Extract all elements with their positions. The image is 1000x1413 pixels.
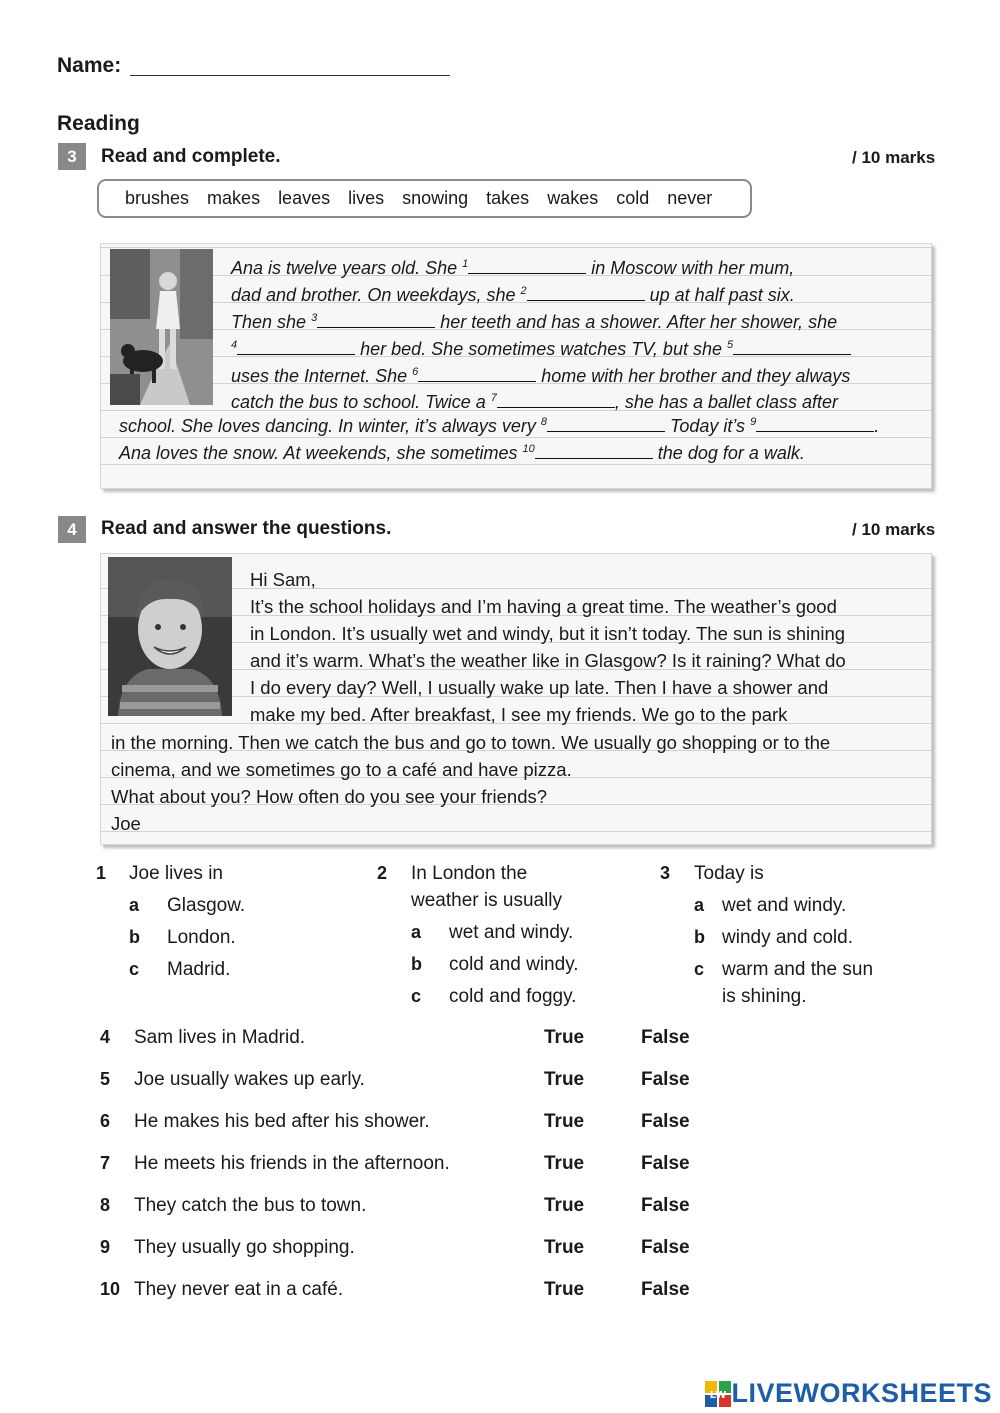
option-letter: c — [129, 959, 140, 979]
answer-blank[interactable] — [317, 313, 435, 328]
liveworksheets-badge-icon — [705, 1381, 731, 1407]
answer-blank[interactable] — [733, 340, 851, 355]
option-text[interactable]: London. — [167, 927, 236, 948]
letter-line: Hi Sam, — [250, 569, 316, 590]
story-line: Ana loves the snow. At weekends, she sometimes $^{10}$ the dog for a walk. — [119, 443, 805, 463]
gap-number: 6 — [412, 366, 419, 378]
true-option[interactable]: True — [544, 1027, 585, 1048]
letter-line: and it’s warm. What’s the weather like in Glasgow? Is it raining? What do — [250, 650, 846, 671]
story-line: dad and brother. On weekdays, she $^2$ up at half past six. — [231, 285, 795, 305]
true-option[interactable]: True — [544, 1279, 585, 1300]
svg-text:LW: LW — [710, 1389, 727, 1401]
story-line: school. She loves dancing. In winter, it’s always very $^8$ Today it’s $^9$ . — [119, 416, 880, 436]
question-number: 7 — [100, 1153, 111, 1173]
question-number: 9 — [100, 1237, 111, 1257]
answer-blank[interactable] — [418, 367, 536, 382]
false-option[interactable]: False — [641, 1237, 690, 1258]
option-text[interactable]: warm and the sun — [722, 959, 874, 980]
word-bank — [97, 179, 752, 218]
section-3-marks: / 10 marks — [852, 148, 936, 167]
false-option[interactable]: False — [641, 1027, 690, 1048]
answer-blank[interactable] — [237, 340, 355, 355]
option-letter: b — [411, 954, 422, 974]
question-number: 3 — [660, 863, 671, 883]
option-text[interactable]: wet and windy. — [449, 922, 574, 943]
section-3-number: 3 — [58, 143, 86, 170]
false-option[interactable]: False — [641, 1279, 690, 1300]
gap-number: 8 — [540, 416, 547, 428]
gap-number: 3 — [311, 312, 318, 324]
word-bank-word: brushes — [125, 188, 190, 208]
gap-number: 1 — [462, 258, 469, 270]
option-text[interactable]: windy and cold. — [722, 927, 853, 948]
gap-number: 4 — [231, 339, 238, 351]
answer-blank[interactable] — [756, 417, 874, 432]
girl-with-dog-illustration — [110, 249, 213, 405]
letter-line: What about you? How often do you see your friends? — [111, 786, 548, 807]
name-input-line[interactable] — [130, 75, 450, 76]
answer-blank[interactable] — [535, 444, 653, 459]
option-text[interactable]: cold and foggy. — [449, 986, 577, 1007]
word-bank-word: lives — [348, 188, 385, 208]
true-option[interactable]: True — [544, 1111, 585, 1132]
question-number: 4 — [100, 1027, 111, 1047]
word-bank-word: leaves — [278, 188, 331, 208]
statement-text: They catch the bus to town. — [134, 1195, 367, 1216]
gap-number: 10 — [522, 443, 535, 455]
true-option[interactable]: True — [544, 1237, 585, 1258]
option-text[interactable]: Madrid. — [167, 959, 231, 980]
story-line: catch the bus to school. Twice a $^7$ , she has a ballet class after — [231, 392, 839, 412]
word-bank-word: snowing — [402, 188, 469, 208]
option-text[interactable]: Glasgow. — [167, 895, 246, 916]
statement-text: They usually go shopping. — [134, 1237, 355, 1258]
letter-signature: Joe — [111, 813, 141, 834]
option-letter: a — [694, 895, 705, 915]
true-option[interactable]: True — [544, 1069, 585, 1090]
false-option[interactable]: False — [641, 1111, 690, 1132]
section-4-number: 4 — [58, 516, 86, 543]
option-text[interactable]: wet and windy. — [722, 895, 847, 916]
answer-blank[interactable] — [547, 417, 665, 432]
option-letter: c — [411, 986, 422, 1006]
question-number: 10 — [100, 1279, 121, 1299]
statement-text: Sam lives in Madrid. — [134, 1027, 306, 1048]
question-text: Today is — [694, 863, 764, 884]
section-4-marks: / 10 marks — [852, 520, 936, 539]
statement-text: They never eat in a café. — [134, 1279, 344, 1300]
option-text[interactable]: is shining. — [722, 986, 807, 1007]
letter-line: It’s the school holidays and I’m having a great time. The weather’s good — [250, 596, 837, 617]
boy-portrait-illustration — [108, 557, 232, 716]
section-heading: Reading — [57, 112, 140, 135]
option-letter: a — [129, 895, 140, 915]
name-label: Name: — [57, 54, 122, 77]
question-text: weather is usually — [411, 890, 563, 911]
word-bank-word: takes — [486, 188, 530, 208]
gap-number: 7 — [490, 392, 497, 404]
letter-line: in London. It’s usually wet and windy, but it isn’t today. The sun is shining — [250, 623, 846, 644]
false-option[interactable]: False — [641, 1069, 690, 1090]
question-number: 5 — [100, 1069, 111, 1089]
question-text: In London the — [411, 863, 528, 884]
story-line: Then she $^3$ her teeth and has a shower. After her shower, she — [231, 312, 838, 332]
word-bank-word: wakes — [547, 188, 599, 208]
option-text[interactable]: cold and windy. — [449, 954, 579, 975]
question-text: Joe lives in — [129, 863, 223, 884]
option-letter: c — [694, 959, 705, 979]
answer-blank[interactable] — [497, 393, 615, 408]
story-line: Ana is twelve years old. She $^1$ in Moscow with her mum, — [231, 258, 795, 278]
word-bank-word: never — [667, 188, 713, 208]
option-letter: a — [411, 922, 422, 942]
letter-line: in the morning. Then we catch the bus and go to town. We usually go shopping or to the — [111, 732, 831, 753]
question-number: 1 — [96, 863, 107, 883]
word-bank-word: cold — [616, 188, 650, 208]
section-4-title: Read and answer the questions. — [101, 518, 392, 539]
liveworksheets-logo[interactable] — [705, 1378, 992, 1409]
letter-line: cinema, and we sometimes go to a café and have pizza. — [111, 759, 572, 780]
word-bank-word: makes — [207, 188, 261, 208]
statement-text: Joe usually wakes up early. — [134, 1069, 365, 1090]
girl-with-dog-photo — [110, 249, 213, 405]
question-number: 8 — [100, 1195, 111, 1215]
true-option[interactable]: True — [544, 1195, 585, 1216]
true-option[interactable]: True — [544, 1153, 585, 1174]
gap-number: 9 — [750, 416, 757, 428]
question-number: 6 — [100, 1111, 111, 1131]
letter-line: I do every day? Well, I usually wake up late. Then I have a shower and — [250, 677, 829, 698]
false-option[interactable]: False — [641, 1195, 690, 1216]
gap-number: 5 — [726, 339, 734, 351]
boy-portrait-photo — [108, 557, 232, 716]
statement-text: He meets his friends in the afternoon. — [134, 1153, 450, 1174]
letter-line: make my bed. After breakfast, I see my friends. We go to the park — [250, 704, 788, 725]
question-number: 2 — [377, 863, 388, 883]
liveworksheets-wordmark: LIVEWORKSHEETS — [731, 1378, 992, 1408]
false-option[interactable]: False — [641, 1153, 690, 1174]
answer-blank[interactable] — [527, 286, 645, 301]
statement-text: He makes his bed after his shower. — [134, 1111, 430, 1132]
section-3-title: Read and complete. — [101, 146, 281, 167]
story-line: $^4$ her bed. She sometimes watches TV, but she $^5$ — [231, 340, 851, 358]
option-letter: b — [694, 927, 705, 947]
gap-number: 2 — [520, 285, 527, 297]
story-line: uses the Internet. She $^6$ home with her brother and they always — [231, 366, 851, 386]
option-letter: b — [129, 927, 140, 947]
answer-blank[interactable] — [468, 259, 586, 274]
